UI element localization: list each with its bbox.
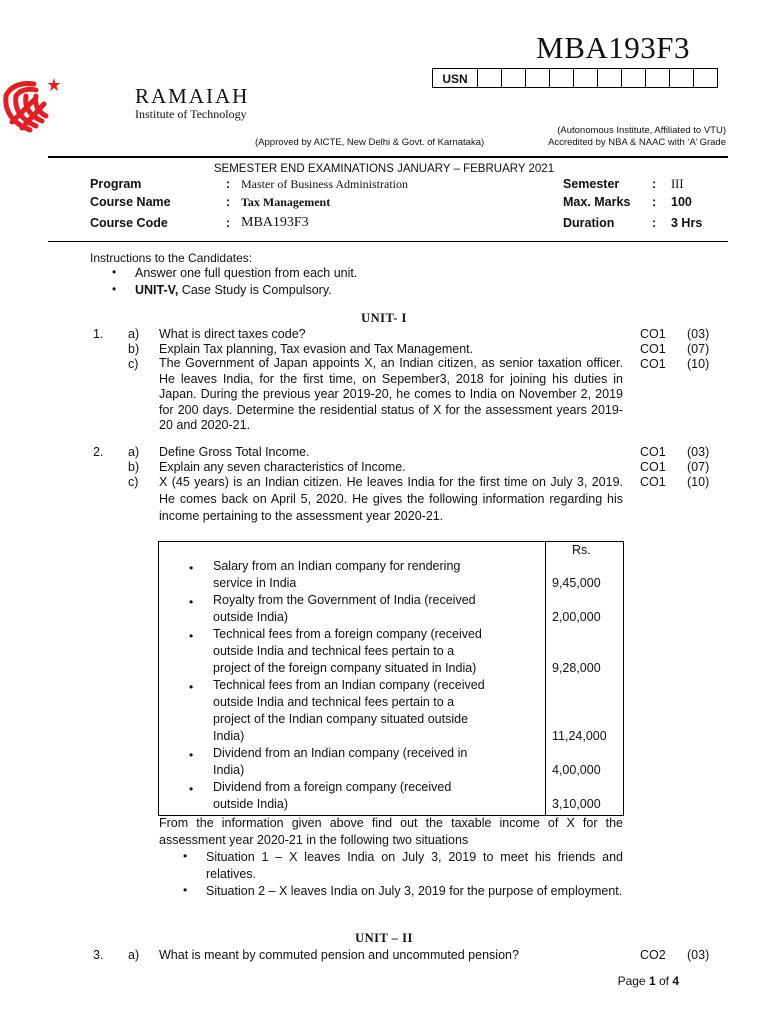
- subquestion-label: a): [128, 327, 140, 341]
- income-amount: 9,28,000: [552, 661, 601, 675]
- course-name-label: Course Name: [90, 195, 171, 209]
- unit-heading: UNIT – II: [355, 931, 413, 945]
- bullet-icon: •: [183, 883, 188, 897]
- marks: (03): [687, 327, 710, 341]
- usn-box[interactable]: [478, 68, 502, 88]
- question-text: X (45 years) is an Indian citizen. He leaves India for the first time on July 3, 2019. He comes back on April 5, 2020. He gives the following information regarding his income pertaining to the assessment year 2020-21.: [159, 475, 623, 523]
- ramaiah-logo-icon: [0, 74, 62, 138]
- income-line: Royalty from the Government of India (received: [213, 593, 476, 607]
- income-line: Technical fees from an Indian company (received: [213, 678, 485, 692]
- usn-box[interactable]: [502, 68, 526, 88]
- income-amount: 4,00,000: [552, 763, 601, 777]
- income-amount: 2,00,000: [552, 610, 601, 624]
- unit-heading: UNIT- I: [361, 311, 407, 325]
- course-name-value: Tax Management: [241, 195, 331, 209]
- situation-text: Situation 2 – X leaves India on July 3, 2019 for the purpose of employment.: [206, 884, 623, 898]
- question-number: 3.: [93, 948, 104, 962]
- course-code-label: Course Code: [90, 216, 168, 230]
- course-outcome: CO1: [640, 357, 666, 371]
- instruction-item: [135, 282, 332, 298]
- course-code-header: MBA193F3: [536, 30, 690, 65]
- subquestion-label: b): [128, 342, 140, 356]
- colon: :: [652, 216, 657, 230]
- usn-box[interactable]: [622, 68, 646, 88]
- colon: :: [226, 177, 231, 191]
- course-outcome: CO2: [640, 948, 666, 962]
- subquestion-label: a): [128, 948, 140, 962]
- marks: (10): [687, 357, 710, 371]
- income-line: outside India): [213, 797, 289, 811]
- colon: :: [226, 216, 231, 230]
- income-amount: 3,10,000: [552, 797, 601, 811]
- page-of: of: [655, 974, 673, 988]
- question-text: What is meant by commuted pension and uncommuted pension?: [159, 948, 519, 962]
- question-number: 1.: [93, 327, 104, 341]
- header-divider: [48, 156, 728, 158]
- max-marks-label: Max. Marks: [563, 195, 631, 209]
- institution-name: RAMAIAH: [135, 84, 250, 108]
- usn-box[interactable]: [598, 68, 622, 88]
- course-outcome: CO1: [640, 327, 666, 341]
- income-amounts: [546, 542, 624, 816]
- question-text: From the information given above find out the taxable income of X for the assessment year 2020-21 in the following two situations: [159, 816, 623, 847]
- bullet-icon: •: [189, 680, 194, 694]
- page-number: [618, 974, 679, 988]
- bullet-icon: •: [189, 595, 194, 609]
- income-line: outside India): [213, 610, 289, 624]
- page-total: 4: [672, 974, 679, 988]
- usn-box[interactable]: [670, 68, 694, 88]
- usn-entry-boxes[interactable]: [478, 68, 718, 88]
- colon: :: [226, 195, 231, 209]
- accreditation-text: Accredited by NBA & NAAC with ‘A’ Grade: [548, 137, 726, 148]
- duration-value: 3 Hrs: [671, 216, 703, 230]
- usn-box[interactable]: [574, 68, 598, 88]
- income-line: Dividend from an Indian company (received in: [213, 746, 468, 760]
- income-line: service in India: [213, 576, 297, 590]
- bullet-icon: •: [189, 748, 194, 762]
- details-divider: [48, 241, 728, 242]
- page-prefix: Page: [617, 974, 649, 988]
- income-line: project of the Indian company situated outside: [213, 712, 469, 726]
- marks: (07): [687, 460, 710, 474]
- question-text: The Government of Japan appoints X, an Indian citizen, as senior taxation officer. He leaves India, for the first time, on Sepember3, 2018 for joining his duties in Japan. During the previous year 2019-20, he comes to India on November 2, 2019 for 200 days. Determine the residential status of X for the assessment years 2019-20 and 2020-21.: [159, 356, 623, 433]
- bullet-icon: •: [183, 849, 188, 863]
- course-outcome: CO1: [640, 342, 666, 356]
- bullet-icon: •: [189, 782, 194, 796]
- marks: (07): [687, 342, 710, 356]
- subquestion-label: c): [128, 357, 139, 371]
- income-table: [158, 541, 624, 816]
- course-outcome: CO1: [640, 460, 666, 474]
- usn-box[interactable]: [550, 68, 574, 88]
- income-line: India): [213, 763, 245, 777]
- course-outcome: CO1: [640, 445, 666, 459]
- semester-label: Semester: [563, 177, 620, 191]
- program-label: Program: [90, 177, 142, 191]
- question-text: Define Gross Total Income.: [159, 445, 310, 459]
- income-line: India): [213, 729, 245, 743]
- usn-box[interactable]: [526, 68, 550, 88]
- instruction-item: Answer one full question from each unit.: [135, 266, 358, 280]
- autonomous-text: (Autonomous Institute, Affiliated to VTU): [557, 125, 726, 136]
- approval-text: (Approved by AICTE, New Delhi & Govt. of Karnataka): [255, 137, 485, 148]
- marks: (10): [687, 475, 710, 489]
- situation-text: Situation 1 – X leaves India on July 3, 2019 to meet his friends and relatives.: [206, 850, 623, 881]
- question-text: Explain any seven characteristics of Income.: [159, 460, 406, 474]
- question-text: What is direct taxes code?: [159, 327, 306, 341]
- exam-title: SEMESTER END EXAMINATIONS JANUARY – FEBRUARY 2021: [213, 163, 555, 175]
- question-number: 2.: [93, 445, 104, 459]
- marks: (03): [687, 445, 710, 459]
- question-text: Explain Tax planning, Tax evasion and Tax Management.: [159, 342, 474, 356]
- bullet-icon: •: [189, 629, 194, 643]
- subquestion-label: b): [128, 460, 140, 474]
- max-marks-value: 100: [671, 195, 692, 209]
- duration-label: Duration: [563, 216, 615, 230]
- bullet-icon: •: [112, 265, 117, 279]
- income-line: Technical fees from a foreign company (received: [213, 627, 482, 641]
- income-amount: 9,45,000: [552, 576, 601, 590]
- marks: (03): [687, 948, 710, 962]
- instruction-bold: UNIT-V,: [135, 283, 179, 297]
- instructions-title: Instructions to the Candidates:: [90, 251, 253, 265]
- course-outcome: CO1: [640, 475, 666, 489]
- institution-subtitle: Institute of Technology: [135, 107, 247, 121]
- income-line: outside India and technical fees pertain to a: [213, 695, 455, 709]
- income-line: project of the foreign company situated in India): [213, 661, 477, 675]
- usn-box[interactable]: [646, 68, 670, 88]
- currency-header: Rs.: [572, 543, 591, 557]
- course-code-value: MBA193F3: [241, 215, 309, 230]
- income-descriptions: [159, 542, 546, 816]
- income-line: outside India and technical fees pertain to a: [213, 644, 455, 658]
- page-current: 1: [648, 974, 656, 988]
- colon: :: [652, 177, 657, 191]
- usn-label: USN: [432, 68, 478, 88]
- subquestion-label: a): [128, 445, 140, 459]
- subquestion-label: c): [128, 475, 139, 489]
- colon: :: [652, 195, 657, 209]
- program-value: Master of Business Administration: [241, 177, 408, 191]
- bullet-icon: •: [112, 282, 117, 296]
- instruction-rest: Case Study is Compulsory.: [178, 283, 332, 297]
- semester-value: III: [671, 177, 684, 191]
- income-line: Dividend from a foreign company (received: [213, 780, 452, 794]
- usn-box[interactable]: [694, 68, 718, 88]
- bullet-icon: •: [189, 561, 194, 575]
- income-line: Salary from an Indian company for rendering: [213, 559, 461, 573]
- income-amount: 11,24,000: [552, 729, 607, 743]
